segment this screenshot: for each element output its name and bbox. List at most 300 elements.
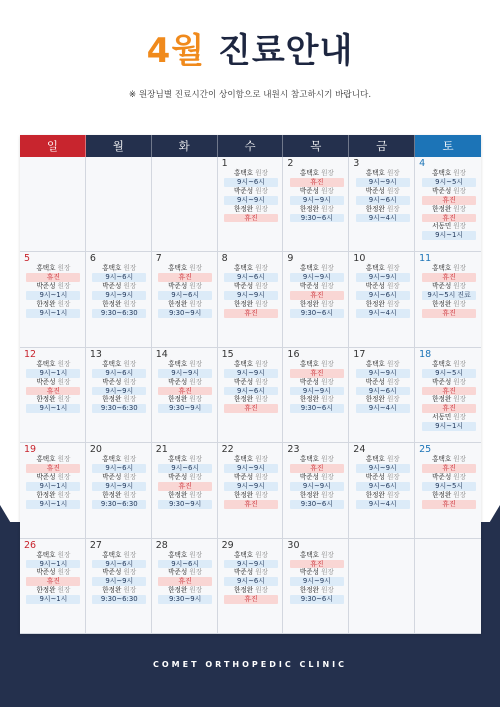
calendar-day-cell <box>20 348 86 443</box>
doctor-role: 원장 <box>189 359 203 368</box>
calendar-day-cell <box>86 443 152 538</box>
doctor-role: 원장 <box>453 413 467 422</box>
doctor-schedule <box>90 568 149 586</box>
doctor-schedule <box>156 473 215 491</box>
calendar-day-cell <box>415 443 481 538</box>
doctor-role: 원장 <box>57 586 71 595</box>
doctor-role: 원장 <box>453 395 467 404</box>
doctor-label <box>419 413 479 422</box>
day-off-badge: 휴진 <box>26 387 80 396</box>
doctor-name: 홍택호 <box>102 264 122 273</box>
doctor-schedule-list <box>287 455 346 508</box>
doctor-label <box>222 455 281 464</box>
doctor-schedule-list <box>222 169 281 222</box>
doctor-role: 원장 <box>386 472 400 481</box>
doctor-name: 한정완 <box>234 490 254 499</box>
day-number: 7 <box>155 253 162 265</box>
doctor-schedule-list <box>90 551 149 604</box>
clinic-hours-badge: 9:30~6:30 <box>92 404 146 413</box>
doctor-role: 원장 <box>123 455 137 464</box>
doctor-name: 한정완 <box>36 299 56 308</box>
doctor-schedule <box>156 395 215 413</box>
day-number: 3 <box>353 158 360 169</box>
doctor-role: 원장 <box>255 169 268 177</box>
doctor-role: 원장 <box>123 490 137 499</box>
doctor-name: 한정완 <box>102 490 122 499</box>
clinic-hours-badge: 9시~1시 <box>26 500 80 509</box>
clinic-hours-badge: 9시~9시 <box>224 291 278 300</box>
day-off-badge: 휴진 <box>422 387 476 396</box>
doctor-schedule <box>222 378 281 396</box>
doctor-role: 원장 <box>57 299 71 308</box>
doctor-label <box>90 491 149 500</box>
clinic-hours-badge: 9:30~9시 <box>158 595 212 604</box>
doctor-schedule <box>156 264 215 282</box>
doctor-schedule <box>90 455 149 473</box>
clinic-hours-badge: 9시~9시 <box>158 369 212 378</box>
doctor-role: 원장 <box>386 299 400 308</box>
calendar-day-cell <box>349 252 415 347</box>
doctor-name: 박준성 <box>168 472 188 481</box>
doctor-schedule <box>353 395 412 413</box>
doctor-name: 박준성 <box>299 568 319 577</box>
doctor-label <box>353 300 412 309</box>
doctor-label <box>90 551 149 560</box>
doctor-role: 원장 <box>453 472 467 481</box>
weekday-sunday: 일 <box>20 135 86 157</box>
doctor-schedule <box>419 395 479 413</box>
doctor-label <box>287 395 346 404</box>
doctor-schedule <box>222 491 281 509</box>
clinic-hours-badge: 9시~9시 <box>224 196 278 205</box>
doctor-label <box>419 473 479 482</box>
day-off-badge: 휴진 <box>224 595 278 604</box>
doctor-schedule <box>90 551 149 569</box>
day-off-badge: 휴진 <box>290 291 344 300</box>
doctor-role: 원장 <box>453 299 467 308</box>
doctor-label <box>287 169 346 178</box>
doctor-name: 한정완 <box>36 586 56 595</box>
clinic-hours-badge: 9:30~6시 <box>290 214 344 223</box>
calendar-day-cell <box>349 443 415 538</box>
day-off-badge: 휴진 <box>290 369 344 378</box>
doctor-role: 원장 <box>123 395 137 404</box>
doctor-name: 홍택호 <box>102 455 122 464</box>
calendar-day-cell <box>218 348 284 443</box>
doctor-role: 원장 <box>123 264 137 273</box>
doctor-schedule <box>353 473 412 491</box>
doctor-label <box>90 300 149 309</box>
doctor-role: 원장 <box>123 282 137 291</box>
day-off-badge: 휴진 <box>422 273 476 282</box>
doctor-label <box>222 187 281 196</box>
doctor-schedule <box>353 187 412 205</box>
clinic-hours-badge: 9시~6시 <box>356 387 410 396</box>
doctor-schedule <box>24 378 83 396</box>
doctor-name: 박준성 <box>102 568 122 577</box>
doctor-label <box>156 473 215 482</box>
doctor-role: 원장 <box>255 395 268 404</box>
day-off-badge: 휴진 <box>224 404 278 413</box>
doctor-label <box>90 264 149 273</box>
doctor-schedule <box>353 205 412 223</box>
day-off-badge: 휴진 <box>422 196 476 205</box>
doctor-name: 박준성 <box>299 377 319 386</box>
doctor-label <box>287 205 346 214</box>
doctor-name: 박준성 <box>432 377 452 386</box>
doctor-role: 원장 <box>453 455 467 464</box>
doctor-label <box>287 282 346 291</box>
day-off-badge: 휴진 <box>224 309 278 318</box>
weekday-tuesday: 화 <box>152 135 218 157</box>
doctor-schedule-list <box>419 455 479 508</box>
doctor-schedule <box>287 300 346 318</box>
doctor-label <box>287 473 346 482</box>
clinic-hours-badge: 9시~9시 <box>224 369 278 378</box>
title-text: 진료안내 <box>217 31 354 71</box>
clinic-hours-badge: 9시~6시 <box>224 178 278 187</box>
calendar-empty-cell <box>415 539 481 634</box>
doctor-label <box>419 205 479 214</box>
doctor-schedule-list <box>24 455 83 508</box>
calendar-day-cell <box>218 443 284 538</box>
day-number: 5 <box>24 253 31 265</box>
doctor-schedule <box>419 455 479 473</box>
clinic-hours-badge: 9시~6시 <box>356 291 410 300</box>
doctor-schedule <box>287 473 346 491</box>
doctor-label <box>353 455 412 464</box>
doctor-schedule <box>156 300 215 318</box>
doctor-name: 박준성 <box>299 472 319 481</box>
doctor-schedule <box>353 169 412 187</box>
weekday-monday: 월 <box>86 135 152 157</box>
calendar-day-cell <box>20 539 86 634</box>
doctor-schedule <box>24 586 83 604</box>
doctor-role: 원장 <box>255 455 268 464</box>
doctor-name: 홍택호 <box>299 455 319 464</box>
doctor-schedule <box>419 360 479 378</box>
doctor-label <box>222 551 281 560</box>
doctor-role: 원장 <box>57 264 71 273</box>
clinic-hours-badge: 9시~6시 <box>158 464 212 473</box>
doctor-role: 원장 <box>189 490 203 499</box>
clinic-hours-badge: 9시~5시 <box>422 369 476 378</box>
doctor-role: 원장 <box>189 299 203 308</box>
doctor-schedule <box>353 360 412 378</box>
doctor-schedule <box>419 169 479 187</box>
doctor-label <box>287 300 346 309</box>
doctor-name: 홍택호 <box>36 264 56 273</box>
doctor-schedule-list <box>419 169 479 240</box>
doctor-name: 박준성 <box>299 186 319 195</box>
day-number: 19 <box>24 444 37 456</box>
doctor-label <box>24 586 83 595</box>
doctor-schedule <box>24 395 83 413</box>
doctor-schedule <box>156 568 215 586</box>
doctor-label <box>222 264 281 273</box>
weekday-saturday: 토 <box>415 135 481 157</box>
doctor-name: 한정완 <box>432 395 452 404</box>
clinic-hours-badge: 9시~1시 <box>26 309 80 318</box>
doctor-role: 원장 <box>123 568 137 577</box>
doctor-label <box>222 300 281 309</box>
clinic-hours-badge: 9:30~9시 <box>158 404 212 413</box>
doctor-label <box>419 491 479 500</box>
doctor-name: 박준성 <box>432 282 452 291</box>
clinic-hours-badge: 9시~9시 <box>92 577 146 586</box>
doctor-role: 원장 <box>453 264 467 273</box>
doctor-schedule-list <box>222 360 281 413</box>
doctor-name: 한정완 <box>234 586 254 595</box>
doctor-role: 원장 <box>189 395 203 404</box>
doctor-schedule-list <box>287 264 346 317</box>
doctor-label <box>419 169 479 178</box>
clinic-hours-badge: 9시~6시 <box>224 577 278 586</box>
doctor-name: 홍택호 <box>234 550 254 559</box>
doctor-schedule <box>156 586 215 604</box>
doctor-schedule-list <box>353 360 412 413</box>
clinic-hours-badge: 9시~1시 <box>26 482 80 491</box>
doctor-role: 원장 <box>255 490 268 499</box>
doctor-label <box>287 378 346 387</box>
doctor-schedule <box>419 187 479 205</box>
doctor-label <box>222 378 281 387</box>
clinic-hours-badge: 9시~9시 <box>290 387 344 396</box>
doctor-label <box>222 205 281 214</box>
doctor-label <box>353 205 412 214</box>
calendar-empty-cell <box>152 157 218 252</box>
doctor-role: 원장 <box>386 359 400 368</box>
doctor-name: 홍택호 <box>36 455 56 464</box>
doctor-schedule <box>90 360 149 378</box>
doctor-name: 한정완 <box>36 395 56 404</box>
doctor-name: 홍택호 <box>432 169 452 177</box>
day-number: 16 <box>287 348 300 360</box>
doctor-role: 원장 <box>453 169 467 177</box>
clinic-name-footer: COMET ORTHOPEDIC CLINIC <box>153 660 347 669</box>
clinic-hours-badge: 9시~6시 <box>356 196 410 205</box>
calendar-day-cell <box>86 348 152 443</box>
clinic-hours-badge: 9시~6시 <box>92 560 146 569</box>
weekday-wednesday: 수 <box>218 135 284 157</box>
doctor-label <box>419 187 479 196</box>
doctor-schedule <box>353 378 412 396</box>
doctor-label <box>222 360 281 369</box>
doctor-label <box>24 491 83 500</box>
doctor-schedule <box>90 491 149 509</box>
doctor-schedule <box>419 473 479 491</box>
doctor-role: 원장 <box>57 455 71 464</box>
doctor-schedule <box>222 300 281 318</box>
day-off-badge: 휴진 <box>158 577 212 586</box>
doctor-label <box>90 455 149 464</box>
clinic-hours-badge: 9:30~6시 <box>290 309 344 318</box>
clinic-hours-badge: 9시~6시 <box>92 369 146 378</box>
day-number: 12 <box>24 348 37 360</box>
doctor-role: 원장 <box>321 377 334 386</box>
doctor-role: 원장 <box>189 455 203 464</box>
doctor-role: 원장 <box>386 186 400 195</box>
day-off-badge: 휴진 <box>422 309 476 318</box>
doctor-schedule <box>419 264 479 282</box>
day-off-badge: 휴진 <box>422 500 476 509</box>
doctor-label <box>24 300 83 309</box>
day-number: 14 <box>155 348 168 360</box>
doctor-label <box>353 264 412 273</box>
doctor-role: 원장 <box>189 472 203 481</box>
clinic-hours-badge: 9시~6시 <box>158 560 212 569</box>
doctor-name: 한정완 <box>365 395 385 404</box>
day-number: 28 <box>155 539 168 551</box>
doctor-label <box>156 586 215 595</box>
day-off-badge: 휴진 <box>26 464 80 473</box>
day-off-badge: 휴진 <box>422 214 476 223</box>
doctor-role: 원장 <box>386 395 400 404</box>
doctor-role: 원장 <box>386 204 400 213</box>
doctor-schedule <box>222 568 281 586</box>
doctor-role: 원장 <box>386 377 400 386</box>
doctor-role: 원장 <box>255 282 268 291</box>
doctor-role: 원장 <box>453 377 467 386</box>
doctor-role: 원장 <box>386 455 400 464</box>
doctor-schedule-list <box>90 360 149 413</box>
doctor-schedule-list <box>156 455 215 508</box>
doctor-role: 원장 <box>321 490 334 499</box>
doctor-schedule <box>419 282 479 300</box>
clinic-hours-badge: 9시~1시 <box>26 404 80 413</box>
doctor-role: 원장 <box>189 550 203 559</box>
calendar-day-cell <box>283 157 349 252</box>
doctor-schedule <box>156 378 215 396</box>
day-number: 29 <box>221 539 234 551</box>
clinic-hours-badge: 9:30~9시 <box>158 309 212 318</box>
doctor-name: 홍택호 <box>365 359 385 368</box>
calendar-day-cell <box>415 348 481 443</box>
calendar-day-cell <box>20 443 86 538</box>
doctor-schedule-list <box>222 455 281 508</box>
doctor-role: 원장 <box>321 359 334 368</box>
doctor-schedule-list <box>287 551 346 604</box>
doctor-schedule-list <box>222 264 281 317</box>
clinic-hours-badge: 9시~9시 <box>290 482 344 491</box>
doctor-name: 한정완 <box>102 299 122 308</box>
doctor-name: 한정완 <box>168 395 188 404</box>
doctor-schedule <box>90 264 149 282</box>
clinic-hours-badge: 9:30~6시 <box>290 595 344 604</box>
doctor-name: 홍택호 <box>102 550 122 559</box>
doctor-schedule <box>90 378 149 396</box>
doctor-name: 한정완 <box>168 299 188 308</box>
doctor-schedule <box>287 187 346 205</box>
doctor-label <box>353 360 412 369</box>
calendar-day-cell <box>152 443 218 538</box>
doctor-name: 한정완 <box>168 490 188 499</box>
day-number: 17 <box>353 348 366 360</box>
doctor-name: 한정완 <box>299 586 319 595</box>
doctor-name: 홍택호 <box>432 455 452 464</box>
doctor-name: 박준성 <box>102 282 122 291</box>
doctor-schedule <box>419 491 479 509</box>
doctor-schedule <box>222 395 281 413</box>
doctor-label <box>90 360 149 369</box>
doctor-label <box>287 568 346 577</box>
doctor-schedule <box>287 551 346 569</box>
doctor-label <box>156 378 215 387</box>
doctor-name: 한정완 <box>432 204 452 213</box>
doctor-label <box>90 378 149 387</box>
doctor-label <box>90 568 149 577</box>
clinic-hours-badge: 9:30~9시 <box>158 500 212 509</box>
clinic-hours-badge: 9:30~6:30 <box>92 309 146 318</box>
doctor-schedule <box>90 282 149 300</box>
doctor-name: 홍택호 <box>234 359 254 368</box>
doctor-role: 원장 <box>123 586 137 595</box>
doctor-schedule <box>222 264 281 282</box>
clinic-hours-badge: 9시~9시 <box>224 464 278 473</box>
doctor-name: 박준성 <box>432 186 452 195</box>
doctor-label <box>287 187 346 196</box>
calendar-day-cell <box>415 157 481 252</box>
doctor-name: 홍택호 <box>365 169 385 177</box>
doctor-role: 원장 <box>453 490 467 499</box>
doctor-role: 원장 <box>453 282 467 291</box>
clinic-hours-badge: 9시~5시 <box>422 178 476 187</box>
day-off-badge: 휴진 <box>26 577 80 586</box>
calendar-day-cell <box>349 157 415 252</box>
doctor-schedule <box>353 491 412 509</box>
doctor-name: 박준성 <box>365 472 385 481</box>
doctor-label <box>156 551 215 560</box>
calendar-empty-cell <box>86 157 152 252</box>
doctor-name: 한정완 <box>234 204 254 213</box>
doctor-label <box>222 169 281 178</box>
doctor-name: 박준성 <box>36 377 56 386</box>
clinic-hours-badge: 9시~6시 <box>224 273 278 282</box>
doctor-role: 원장 <box>386 169 400 177</box>
doctor-name: 박준성 <box>168 282 188 291</box>
doctor-schedule <box>222 473 281 491</box>
clinic-hours-badge: 9시~9시 <box>356 464 410 473</box>
doctor-schedule <box>353 455 412 473</box>
doctor-name: 홍택호 <box>299 359 319 368</box>
day-number: 4 <box>419 158 426 169</box>
clinic-hours-badge: 9시~4시 <box>356 214 410 223</box>
doctor-schedule-list <box>156 264 215 317</box>
notice-text: ※ 원장님별 진료시간이 상이함으로 내원시 참고하시기 바랍니다. <box>128 90 372 100</box>
doctor-name: 홍택호 <box>168 359 188 368</box>
clinic-hours-badge: 9시~1시 <box>26 560 80 569</box>
doctor-name: 홍택호 <box>234 169 254 177</box>
doctor-schedule <box>353 282 412 300</box>
doctor-label <box>419 378 479 387</box>
doctor-name: 박준성 <box>234 377 254 386</box>
doctor-schedule <box>287 169 346 187</box>
calendar-day-cell <box>283 443 349 538</box>
clinic-hours-badge: 9시~9시 <box>290 196 344 205</box>
day-off-badge: 휴진 <box>290 464 344 473</box>
doctor-label <box>24 282 83 291</box>
clinic-hours-badge: 9시~5시 진료 <box>422 291 476 300</box>
doctor-role: 원장 <box>255 377 268 386</box>
day-number: 6 <box>89 253 96 265</box>
day-off-badge: 휴진 <box>158 273 212 282</box>
calendar-day-cell <box>283 539 349 634</box>
day-number: 11 <box>419 253 432 265</box>
doctor-role: 원장 <box>321 299 334 308</box>
doctor-role: 원장 <box>255 472 268 481</box>
doctor-role: 원장 <box>255 264 268 273</box>
day-off-badge: 휴진 <box>158 482 212 491</box>
